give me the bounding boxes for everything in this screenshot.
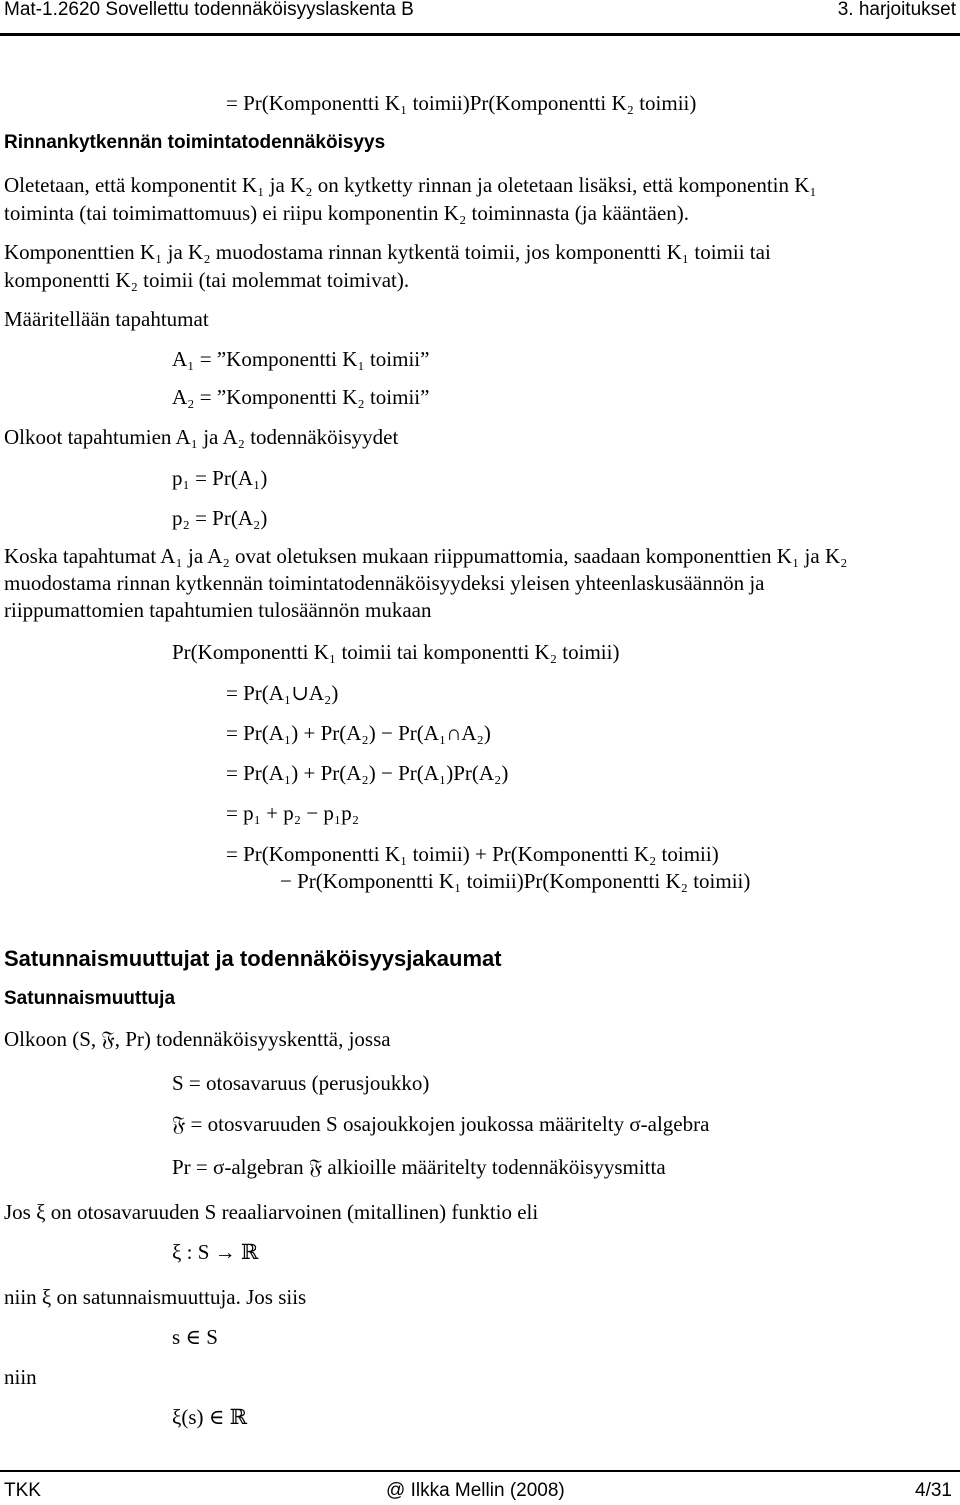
event-2: A₂ = ”Komponentti K₂ toimii” bbox=[172, 385, 430, 409]
define-events: Määritellään tapahtumat bbox=[4, 307, 209, 331]
def-probability-measure: Pr = σ-algebran 𝔉 alkioille määritelty todennäköisyysmitta bbox=[172, 1155, 666, 1179]
para3-line3: riippumattomien tapahtumien tulosäännön mukaan bbox=[4, 598, 432, 622]
p2-def: p₂ = Pr(A₂) bbox=[172, 506, 268, 530]
top-formula: = Pr(Komponentti K₁ toimii)Pr(Komponentti K₂ toimii) bbox=[226, 91, 697, 115]
derivation-line-4: = Pr(A₁) + Pr(A₂) − Pr(A₁)Pr(A₂) bbox=[226, 761, 509, 785]
def-sample-space: S = otosavaruus (perusjoukko) bbox=[172, 1071, 430, 1095]
probs-intro: Olkoot tapahtumien A₁ ja A₂ todennäköisyydet bbox=[4, 425, 399, 449]
subheading-rv: Satunnaismuuttuja bbox=[4, 988, 176, 1009]
mapping-formula: ξ : S → ℝ bbox=[172, 1240, 259, 1264]
def-sigma-algebra: 𝔉 = otosvaruuden S osajoukkojen joukossa määritelty σ-algebra bbox=[172, 1112, 710, 1136]
exercise-label: 3. harjoitukset bbox=[837, 0, 956, 20]
derivation-line-1: Pr(Komponentti K₁ toimii tai komponentti K₂ toimii) bbox=[172, 640, 620, 664]
para3-line2: muodostama rinnan kytkennän toimintatodennäköisyydeksi yleisen yhteenlaskusäännön ja bbox=[4, 571, 765, 595]
derivation-line-5: = p₁ + p₂ − p₁p₂ bbox=[226, 801, 360, 825]
derivation-line-3: = Pr(A₁) + Pr(A₂) − Pr(A₁∩A₂) bbox=[226, 721, 491, 745]
para2-line1: Komponenttien K₁ ja K₂ muodostama rinnan kytkentä toimii, jos komponentti K₁ toimii tai bbox=[4, 240, 771, 264]
s-in-S: s ∈ S bbox=[172, 1325, 218, 1349]
para3-line1: Koska tapahtumat A₁ ja A₂ ovat oletuksen mukaan riippumattomia, saadaan komponenttien K₁ ja K₂ bbox=[4, 544, 848, 568]
footer-left: TKK bbox=[4, 1480, 41, 1501]
p1-def: p₁ = Pr(A₁) bbox=[172, 466, 268, 490]
footer-rule bbox=[0, 1470, 960, 1472]
section-heading-rv: Satunnaismuuttujat ja todennäköisyysjakaumat bbox=[4, 946, 502, 971]
footer-page-number: 4/31 bbox=[915, 1480, 952, 1501]
footer-center: @ Ilkka Mellin (2008) bbox=[386, 1480, 565, 1501]
derivation-line-6: = Pr(Komponentti K₁ toimii) + Pr(Komponentti K₂ toimii) bbox=[226, 842, 719, 866]
rv-intro: Olkoon (S, 𝔉, Pr) todennäköisyyskenttä, jossa bbox=[4, 1027, 391, 1051]
then-line: niin ξ on satunnaismuuttuja. Jos siis bbox=[4, 1285, 307, 1309]
para2-line2: komponentti K₂ toimii (tai molemmat toimivat). bbox=[4, 268, 410, 292]
para1-line1: Oletetaan, että komponentit K₁ ja K₂ on kytketty rinnan ja oletetaan lisäksi, että komponentin K₁ bbox=[4, 173, 817, 197]
function-line: Jos ξ on otosavaruuden S reaaliarvoinen (mitallinen) funktio eli bbox=[4, 1200, 539, 1224]
event-1: A₁ = ”Komponentti K₁ toimii” bbox=[172, 347, 430, 371]
niin-label: niin bbox=[4, 1365, 37, 1389]
section-title: Rinnankytkennän toimintatodennäköisyys bbox=[4, 132, 386, 153]
derivation-line-7: − Pr(Komponentti K₁ toimii)Pr(Komponentti K₂ toimii) bbox=[280, 869, 751, 893]
para1-line2: toiminta (tai toimimattomuus) ei riipu komponentin K₂ toiminnasta (ja kääntäen). bbox=[4, 201, 690, 225]
header-rule bbox=[0, 33, 960, 36]
derivation-line-2: = Pr(A₁∪A₂) bbox=[226, 681, 339, 705]
xi-in-R: ξ(s) ∈ ℝ bbox=[172, 1405, 248, 1429]
course-title: Mat-1.2620 Sovellettu todennäköisyyslaskenta B bbox=[4, 0, 414, 20]
